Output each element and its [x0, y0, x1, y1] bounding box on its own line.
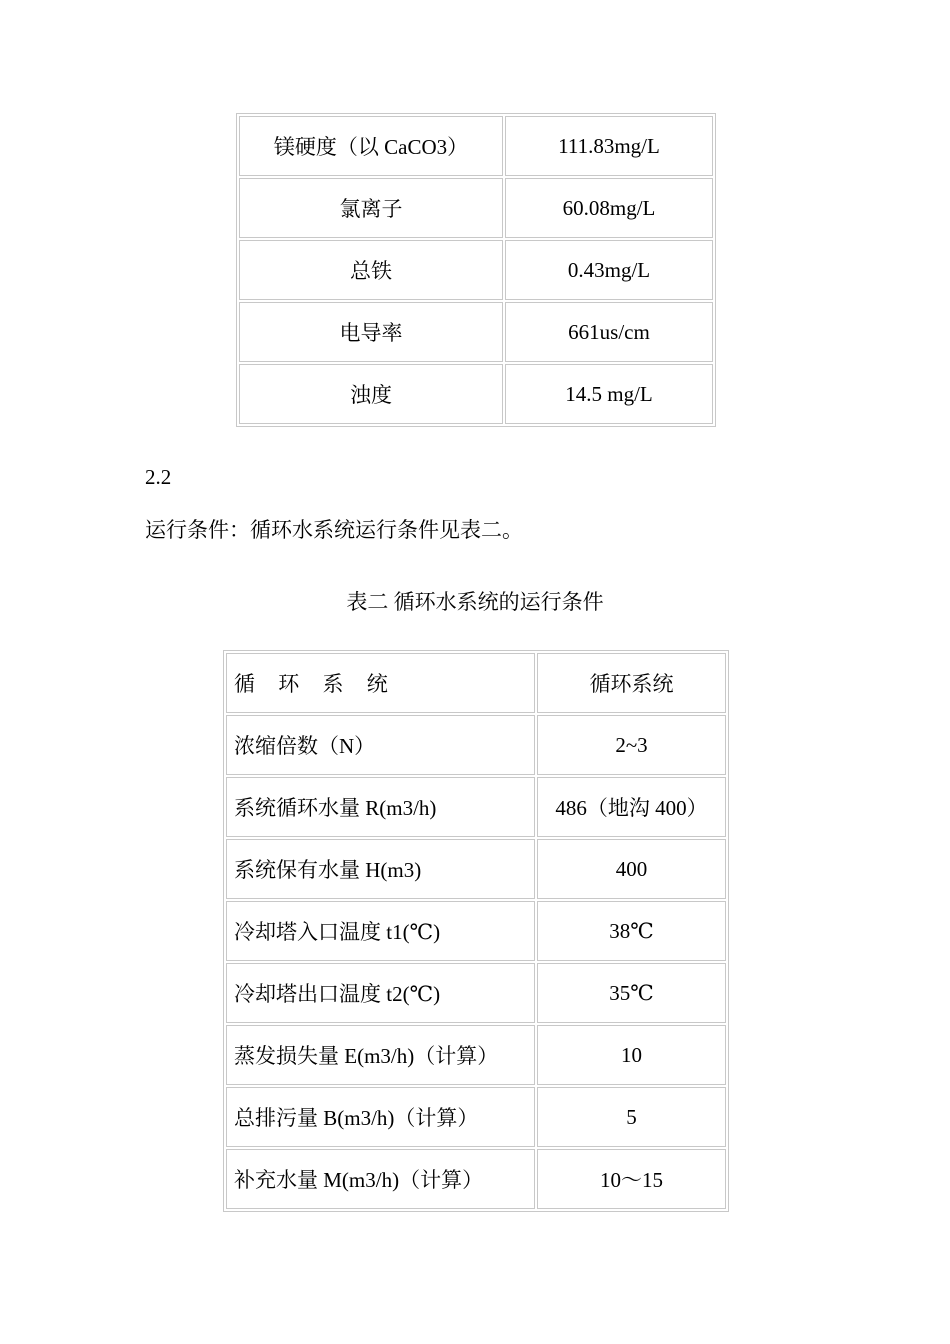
value-cell: 10	[537, 1025, 726, 1085]
operating-conditions-table	[223, 650, 729, 1212]
value-cell: 0.43mg/L	[505, 240, 713, 300]
table-row	[239, 364, 713, 424]
param-cell: 浊度	[239, 364, 503, 424]
param-cell: 浓缩倍数（N）	[226, 715, 535, 775]
table-row	[226, 715, 726, 775]
table-row	[239, 116, 713, 176]
value-cell: 14.5 mg/L	[505, 364, 713, 424]
param-cell: 冷却塔出口温度 t2(℃)	[226, 963, 535, 1023]
value-cell: 486（地沟 400）	[537, 777, 726, 837]
param-cell: 补充水量 M(m3/h)（计算）	[226, 1149, 535, 1209]
param-cell: 冷却塔入口温度 t1(℃)	[226, 901, 535, 961]
param-cell: 循 环 系 统	[226, 653, 535, 713]
table-row	[239, 302, 713, 362]
param-cell: 系统保有水量 H(m3)	[226, 839, 535, 899]
param-cell: 镁硬度（以 CaCO3）	[239, 116, 503, 176]
value-cell: 2~3	[537, 715, 726, 775]
value-cell: 循环系统	[537, 653, 726, 713]
value-cell: 5	[537, 1087, 726, 1147]
value-cell: 35℃	[537, 963, 726, 1023]
param-cell: 氯离子	[239, 178, 503, 238]
table-row	[226, 653, 726, 713]
table-row	[226, 777, 726, 837]
table-row	[226, 839, 726, 899]
section-number: 2.2	[145, 465, 172, 489]
value-cell: 60.08mg/L	[505, 178, 713, 238]
table-row	[226, 901, 726, 961]
value-cell: 661us/cm	[505, 302, 713, 362]
param-cell: 电导率	[239, 302, 503, 362]
section-paragraph: 运行条件：循环水系统运行条件见表二。	[145, 518, 523, 542]
table-row	[226, 1087, 726, 1147]
table-row	[226, 1025, 726, 1085]
value-cell: 10～15	[537, 1149, 726, 1209]
table-row	[239, 240, 713, 300]
table-row	[226, 1149, 726, 1209]
table-row	[239, 178, 713, 238]
table-caption: 表二 循环水系统的运行条件	[346, 590, 604, 614]
param-cell: 蒸发损失量 E(m3/h)（计算）	[226, 1025, 535, 1085]
value-cell: 400	[537, 839, 726, 899]
param-cell: 总排污量 B(m3/h)（计算）	[226, 1087, 535, 1147]
value-cell: 38℃	[537, 901, 726, 961]
table-row	[226, 963, 726, 1023]
water-quality-table	[236, 113, 716, 427]
param-cell: 总铁	[239, 240, 503, 300]
value-cell: 111.83mg/L	[505, 116, 713, 176]
param-cell: 系统循环水量 R(m3/h)	[226, 777, 535, 837]
